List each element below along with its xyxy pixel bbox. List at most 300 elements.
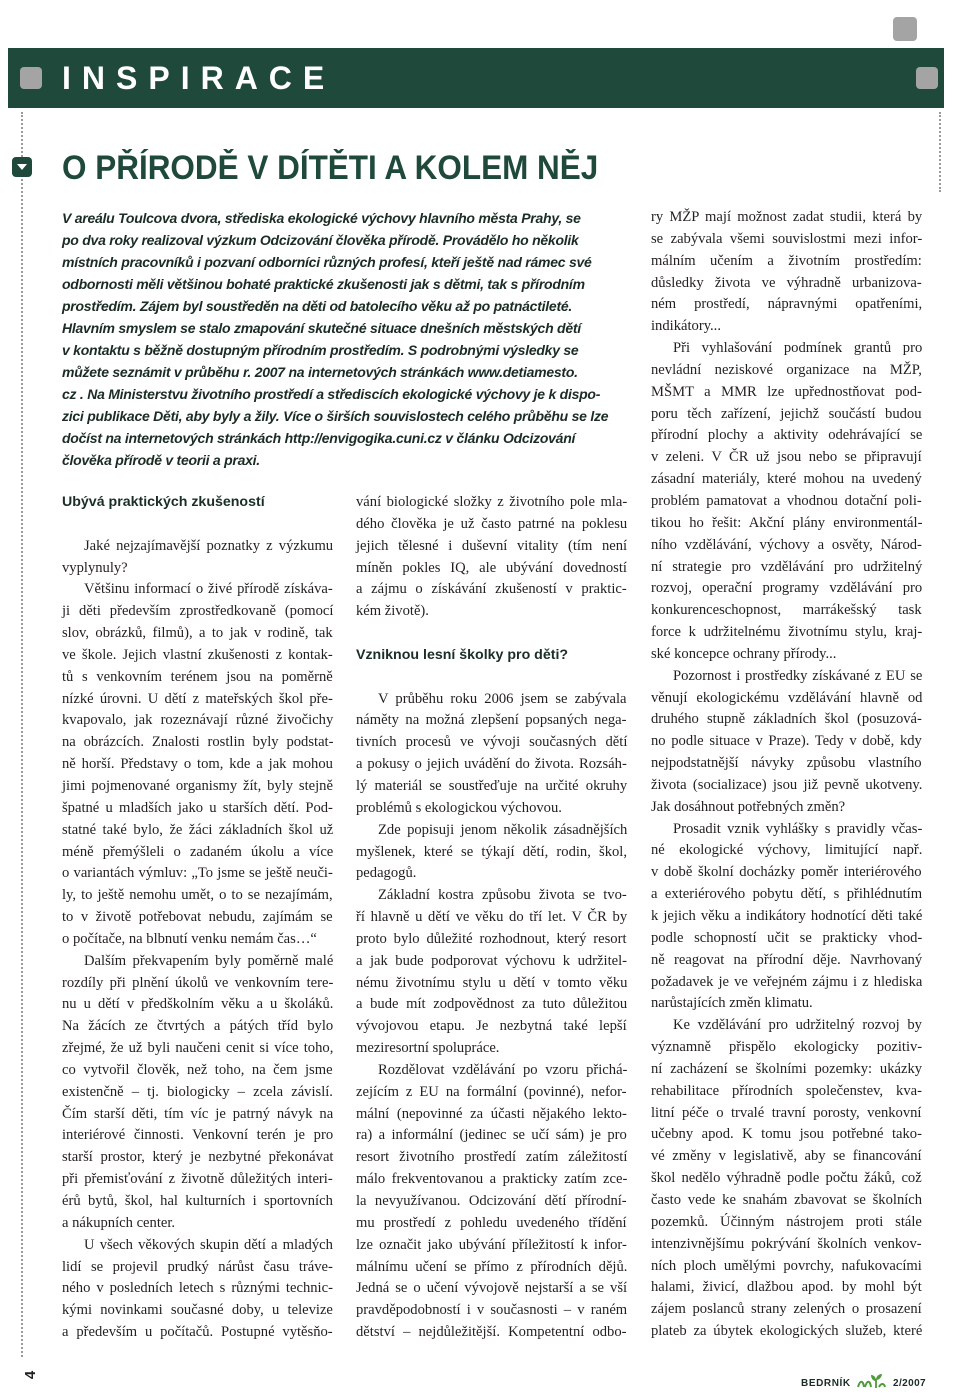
text-line: [356, 885, 627, 907]
text-line-content: co vytvořil člověk, než toho, na čem jsme: [62, 1061, 333, 1078]
text-line-content: a bude mít zodpovědnost za tuto důležitou: [356, 996, 628, 1013]
intro-line-text: člověka přírodě v teorii a praxi.: [62, 452, 260, 468]
text-line: [62, 1147, 333, 1169]
text-line: [651, 1059, 922, 1081]
text-line: [62, 579, 333, 601]
text-line-content: ně reagovat na přírodní děje. Navrhovaný: [651, 951, 923, 968]
text-line: [651, 622, 922, 644]
text-line-content: nevládní neziskové organizace na MŽP,: [651, 361, 922, 378]
text-line: [62, 1278, 333, 1300]
text-line: [356, 1104, 627, 1126]
text-line-content: málnímu učení se přímo z přírodních dějů.: [356, 1258, 628, 1275]
text-line-content: Jaké nejzajímavější poznatky z výzkumu: [84, 537, 334, 554]
text-line-content: ly, to ještě nemohu umět, o to se nezajímám,: [62, 887, 333, 904]
text-line: [651, 207, 922, 229]
text-line: [62, 1322, 333, 1344]
text-line-content: dětství – nejdůležitější. Kompetentní odbo-: [356, 1324, 627, 1341]
text-line-content: vývojovou etapu. Je nezbytná také lepší: [356, 1018, 627, 1035]
paragraph: [62, 951, 333, 1235]
text-line: [651, 972, 922, 994]
text-line-content: při přemisťování z životně důležitých interi-: [62, 1171, 333, 1188]
text-line: [651, 906, 922, 928]
intro-line-text: v kontaktu s běžně dostupným přírodním prostředím. S podrobnými výsledky se: [62, 342, 579, 358]
text-line: [62, 820, 333, 842]
text-line-content: míněn pokles IQ, ale ubývání dovedností: [356, 559, 627, 576]
text-line-content: kvapovalo, jak rozeznávají různé živočichy: [62, 712, 334, 729]
text-line-content: lidí se projevil prudký nárůst času tráve-: [62, 1258, 333, 1275]
text-line: [356, 820, 627, 842]
text-line: [356, 492, 627, 514]
text-line: [651, 950, 922, 972]
text-line: [651, 709, 922, 731]
text-line: [62, 689, 333, 711]
text-line-content: nízké úrovni. U dětí z mateřských škol pře-: [62, 690, 333, 707]
text-line: [62, 645, 333, 667]
issue-number: 2/2007: [893, 1378, 926, 1389]
text-line-content: a pokusy o jejich uvádění do života. Rozsáh-: [356, 756, 627, 773]
text-line-content: starší prostor, který je nezbytné překonávat: [62, 1149, 334, 1166]
intro-line: [62, 405, 620, 427]
text-line-content: Základní kostra způsobu života se tvo-: [378, 887, 627, 904]
text-column-3: [651, 207, 922, 1343]
text-line-content: problém pamatovat a vhodnou dotační poli-: [651, 492, 922, 509]
text-line-content: resort životního prostředí zatím záležitostí: [356, 1149, 628, 1166]
text-line-content: lý materiál se soustřeďuje na určité okruhy: [356, 777, 628, 794]
text-line-content: ního vzdělávání, výchovy a osvěty, Národ-: [651, 536, 922, 553]
column-heading-text: Vzniknou lesní školky pro děti?: [356, 646, 569, 663]
intro-line: [62, 207, 620, 229]
text-line: [651, 316, 922, 338]
text-line: [651, 469, 922, 491]
text-line-content: ně horší. Představy o tom, kde a jak mohou: [62, 756, 333, 773]
text-line-content: zásadní materiály, které mohou na uvedený: [651, 471, 922, 488]
text-line: [651, 862, 922, 884]
text-line: [356, 929, 627, 951]
text-line-content: dého člověka je už často patrné na poklesu: [356, 515, 628, 532]
text-line-content: věnují ekologickému vzdělávání hlavně od: [651, 689, 923, 706]
text-line-content: jimi pojmenované organismy žít, byly stejně: [62, 777, 333, 794]
paragraph: [356, 1060, 627, 1344]
text-line-content: proto bylo důležité rozhodnout, který resort: [356, 930, 627, 947]
article-intro: [62, 207, 620, 471]
text-line-content: ve škole. Jejich vlastní zkušenosti z kontak-: [62, 646, 333, 663]
text-line: [356, 1322, 627, 1344]
text-line: [62, 536, 333, 558]
text-line: [651, 1037, 922, 1059]
text-line: [651, 1234, 922, 1256]
paragraph: [356, 820, 627, 886]
text-line: [62, 1038, 333, 1060]
text-line-content: ské koncepce ochrany přírody...: [651, 645, 837, 662]
text-line-content: života (socializace) jsou již pevně ukotveny.: [651, 776, 923, 793]
text-line: [651, 1277, 922, 1299]
text-line: [356, 732, 627, 754]
text-line: [356, 1169, 627, 1191]
text-line-content: Rozdělovat vzdělávání po vzoru přichá-: [378, 1061, 628, 1078]
text-line-content: tikou ho řešit: Akční plány environmentál-: [651, 514, 923, 531]
text-line-content: V průběhu roku 2006 jsem se zabývala: [378, 690, 627, 707]
intro-line: [62, 427, 620, 449]
text-line: [356, 1016, 627, 1038]
paragraph: [356, 885, 627, 1060]
text-line-content: halami, živicí, dlažbou apod. by mohl být: [651, 1279, 922, 1296]
paragraph: [62, 1235, 333, 1344]
section-label: INSPIRACE: [62, 60, 336, 96]
text-line-content: pozemků. Účinným nástrojem proti stále: [651, 1213, 922, 1230]
text-line: [356, 907, 627, 929]
text-line: [651, 425, 922, 447]
text-line-content: Čím starší děti, tím víc je patrný návyk na: [62, 1105, 334, 1122]
text-line-content: o počítače, na blbnutí venku nemám čas…“: [62, 930, 317, 947]
text-line-content: tivních procesů ve vývoji současných dětí: [356, 734, 628, 751]
text-line-content: a exteriérového pobytu dětí, s přihlédnutím: [651, 886, 923, 903]
text-line: [651, 1103, 922, 1125]
text-line-content: lze označit jako ubývání příležitostí k infor-: [356, 1236, 627, 1253]
text-line: [62, 601, 333, 623]
text-line-content: nejpodstatnější návyky způsobu vlastního: [651, 755, 922, 772]
intro-line: [62, 295, 620, 317]
text-line-content: málním učením a životním prostředím:: [651, 252, 922, 269]
text-line-content: érů bytů, škol, hal kulturních i sportovních: [62, 1193, 333, 1209]
text-line-content: důsledky života ve výhradně urbanizova-: [651, 274, 922, 291]
text-line-content: meziresortní spolupráce.: [356, 1040, 500, 1057]
text-line-content: přírodní plochy a aktivity odehrávající se: [651, 427, 923, 444]
magazine-name: BEDRNÍK: [801, 1378, 851, 1389]
text-column-1: [62, 492, 333, 1344]
text-line-content: mu prostředí z pohledu uvedeného třídění: [356, 1214, 627, 1231]
text-line: [62, 1082, 333, 1104]
text-line-content: ném prostředí, nápravnými opatřeními,: [651, 296, 923, 313]
text-line: [62, 994, 333, 1016]
text-line-content: nému životnímu stylu u dětí v tomto věku: [356, 974, 628, 991]
text-line: [62, 732, 333, 754]
text-line: [651, 404, 922, 426]
text-line: [62, 1060, 333, 1082]
text-line: [651, 731, 922, 753]
text-line: [62, 558, 333, 580]
bedrnik-logo-icon: [855, 1372, 887, 1390]
text-line-content: Na žácích ze čtvrtých a pátých tříd bylo: [62, 1018, 334, 1035]
text-line: [62, 842, 333, 864]
text-line: [62, 885, 333, 907]
text-line: [651, 753, 922, 775]
text-line: [356, 1257, 627, 1279]
text-line-content: Prosadit vznik vyhlášky s pravidly včas-: [673, 820, 923, 837]
text-line-content: to v životě potřebovat nebudu, zajímám se: [62, 909, 333, 926]
intro-line: [62, 317, 620, 339]
text-line: [356, 754, 627, 776]
text-line-content: narůstajících změn klimatu.: [651, 995, 813, 1012]
text-line: [651, 1081, 922, 1103]
text-line: [651, 294, 922, 316]
paragraph: [651, 207, 922, 338]
text-line-content: škol nedělo výhradně podle počtu žáků, což: [651, 1170, 922, 1187]
intro-line-text: místních pracovníků i pozvaní odborníci různých profesí, kteří ještě nad rámec své: [62, 254, 592, 270]
paragraph: [651, 666, 922, 819]
text-line: [356, 994, 627, 1016]
text-line-content: Zde popisuji jenom několik zásadnějších: [378, 821, 628, 838]
text-line: [651, 1299, 922, 1321]
text-line-content: indikátory...: [651, 318, 721, 335]
text-line-content: a především u počítačů. Postupné vytěsňo-: [62, 1324, 333, 1341]
text-line: [651, 360, 922, 382]
text-line-content: se zabývala všemi souvislostmi mezi infor-: [651, 230, 923, 247]
text-line-content: rozdíly při plnění úkolů ve venkovním tere-: [62, 974, 334, 991]
text-line-content: jejich tělesné i duševní vitality (tím není: [356, 537, 628, 554]
text-line-content: a jak bude podporovat výchovu k udržitel-: [356, 952, 628, 969]
intro-line: [62, 339, 620, 361]
text-line: [356, 951, 627, 973]
bar-square-decoration: [20, 67, 42, 89]
text-line: [651, 382, 922, 404]
text-line: [356, 1147, 627, 1169]
text-line-content: náměty na možná zlepšení popsaných nega-: [356, 712, 627, 729]
paragraph: [62, 536, 333, 580]
text-line-content: existenčně – tj. biologicky – zcela závislí.: [62, 1083, 333, 1100]
article-title: [62, 148, 598, 188]
text-line-content: pravděpodobností i v současnosti – v raném: [356, 1302, 628, 1319]
text-column-2: [356, 492, 627, 1344]
text-line-content: rozvoj, operační programy vzdělávání pro: [651, 580, 923, 597]
text-line: [651, 775, 922, 797]
text-line-content: pedagogů.: [356, 865, 417, 882]
text-line: [356, 1235, 627, 1257]
text-line: [651, 993, 922, 1015]
text-line: [62, 1257, 333, 1279]
intro-line: [62, 229, 620, 251]
text-line: [651, 1256, 922, 1278]
text-line: [651, 491, 922, 513]
text-line: [651, 1321, 922, 1343]
intro-line-text: cz . Na Ministerstvu životního prostředí a střediscích ekologické výchovy je k dispo-: [62, 386, 601, 402]
text-line-content: ra) a informální (jedinec se učí sám) je pro: [356, 1127, 627, 1144]
text-line: [651, 513, 922, 535]
text-line: [356, 689, 627, 711]
text-line: [356, 1278, 627, 1300]
text-line: [651, 797, 922, 819]
text-line-content: v zeleni. V ČR už jsou nebo se připravují: [651, 449, 922, 466]
text-line-content: poru těch zařízení, jejichž součástí budou: [651, 405, 922, 422]
intro-line: [62, 383, 620, 405]
text-line: [356, 1125, 627, 1147]
text-line-content: Ke vzdělávání pro udržitelný rozvoj by: [673, 1017, 922, 1034]
text-line: [62, 863, 333, 885]
text-line-content: požadavek je ve veřejném zájmu i z hlediska: [651, 973, 923, 990]
text-line: [62, 1213, 333, 1235]
text-line-content: o variantách výmluv: „To jsme se ještě neuči-: [62, 865, 333, 882]
intro-line-text: odbornosti měli většinou bohaté praktické zkušenosti jak s dětmi, tak s přírodním: [62, 276, 585, 292]
text-line: [356, 1191, 627, 1213]
text-line-content: Jak dosáhnout potřebných změn?: [651, 798, 846, 815]
text-line: [356, 973, 627, 995]
text-line-content: ních ploch umělými povrchy, nafukovacími: [651, 1257, 922, 1274]
text-line: [62, 623, 333, 645]
intro-line-text: V areálu Toulcova dvora, střediska ekologické výchovy hlavního města Prahy, se: [62, 210, 581, 226]
text-line-content: vání biologické složky z životního pole mla-: [356, 494, 628, 510]
text-line: [62, 1125, 333, 1147]
text-line-content: Dalším překvapením byly poměrně malé: [84, 952, 334, 969]
text-line-content: intenzivnějšímu pokrývání školních venkov-: [651, 1235, 922, 1252]
intro-line-text: po dva roky realizoval výzkum Odcizování člověka přírodě. Provádělo ho několik: [62, 232, 579, 248]
text-line-content: Pozornost i prostředky získávané z EU se: [673, 667, 923, 684]
text-line-content: Většinu informací o živé přírodě získáva-: [84, 581, 333, 598]
intro-line-text: prostředím. Zájem byl soustředěn na děti od batolecího věku až po patnáctileté.: [62, 298, 573, 314]
text-line: [651, 840, 922, 862]
text-line: [356, 1300, 627, 1322]
text-line-content: kém životě).: [356, 603, 429, 620]
text-line: [651, 1146, 922, 1168]
text-line-content: litní péče o trvalé travní porosty, venkovní: [651, 1104, 922, 1121]
column-heading: [356, 645, 627, 667]
text-line-content: podle schopností učit se prakticky vhod-: [651, 929, 923, 946]
text-line-content: často vede ke snahám zbavovat se školních: [651, 1191, 923, 1208]
text-line-content: k jejich věku a indikátory hodnotící děti také: [651, 908, 923, 924]
text-line-content: kými novinkami současné doby, u televize: [62, 1302, 333, 1319]
text-line: [651, 1168, 922, 1190]
intro-line: [62, 361, 620, 383]
text-line: [356, 1213, 627, 1235]
text-line-content: plateb za úbytek ekologických služeb, které: [651, 1323, 923, 1340]
text-line: [356, 1082, 627, 1104]
text-line: [651, 557, 922, 579]
paragraph: [356, 689, 627, 820]
text-line-content: rehabilitace přírodních společenstev, kva-: [651, 1082, 922, 1099]
text-line-content: problémů s ekologickou výchovou.: [356, 799, 562, 816]
text-line-content: ní zacházení se školními pozemky: ukázky: [651, 1060, 923, 1077]
text-line-content: force k udržitelnému životnímu stylu, kraj-: [651, 624, 923, 641]
text-line: [62, 710, 333, 732]
text-line: [62, 754, 333, 776]
section-header-bar: [8, 48, 944, 108]
text-line: [651, 338, 922, 360]
text-line-content: zejícím z EU na formální (povinné), nefor-: [356, 1083, 627, 1100]
text-line-content: Při vyhlašování podmínek grantů pro: [673, 340, 923, 357]
text-line-content: statné také bylo, že žáci základních škol už: [62, 821, 334, 838]
text-line-content: ného v posledních letech s různými technic-: [62, 1280, 333, 1297]
text-line: [62, 907, 333, 929]
text-line: [62, 973, 333, 995]
text-line: [62, 776, 333, 798]
intro-line: [62, 449, 620, 471]
dotted-rule: [21, 112, 23, 1357]
text-line-content: slov, obrázků, filmů), a to jak v rodině, tak: [62, 625, 333, 642]
text-line-content: významně přispělo ekologicky pozitiv-: [651, 1039, 923, 1056]
text-line: [651, 251, 922, 273]
text-line-content: myšlenek, které se týkají dětí, rodin, škol,: [356, 843, 627, 860]
text-line-content: málo frekventovanou a prakticky zatím zce-: [356, 1171, 628, 1188]
paragraph: [356, 492, 627, 623]
text-line-content: mální (nepovinné za účasti nějakého lekto-: [356, 1105, 627, 1122]
text-line: [356, 1060, 627, 1082]
text-line-content: zájem poslanců strany zelených o prosazení: [651, 1301, 922, 1318]
text-line-content: nu u dětí v předškolním věku a u školáků.: [62, 996, 334, 1013]
text-line: [356, 863, 627, 885]
text-line-content: ry MŽP mají možnost zadat studii, která by: [651, 209, 923, 225]
text-line-content: a nákupních center.: [62, 1214, 176, 1231]
text-line-content: učebny apod. K tomu jsou potřebné tako-: [651, 1126, 922, 1143]
text-line: [356, 558, 627, 580]
text-line-content: la nevyužívanou. Odcizování dětí přírodní-: [356, 1193, 627, 1209]
text-line: [356, 536, 627, 558]
text-line: [62, 798, 333, 820]
text-line-content: MŠMT a MMR lze upřednostňovat pod-: [651, 383, 922, 400]
text-line: [651, 1190, 922, 1212]
chevron-down-icon: [12, 157, 32, 177]
text-line: [651, 1124, 922, 1146]
dotted-rule: [939, 112, 941, 192]
text-line-content: tů s venkovním terénem jsou na poměrně: [62, 668, 333, 685]
text-line: [62, 667, 333, 689]
text-line-content: vyplynuly?: [62, 559, 128, 576]
text-line: [651, 819, 922, 841]
text-line: [651, 1015, 922, 1037]
text-line: [62, 1104, 333, 1126]
corner-square-decoration: [893, 17, 917, 41]
text-line-content: méně přemýšleli o zadaném úkolu a více: [62, 843, 334, 860]
text-line-content: a zájmu o získávání zkušeností v praktic-: [356, 581, 627, 598]
text-line: [62, 1169, 333, 1191]
text-line-content: konkurenceschopnost, marrákešský task: [651, 602, 922, 619]
text-line-content: ří hlavně u dětí ve věku do tří let. V ČR by: [356, 909, 628, 926]
text-line: [651, 688, 922, 710]
text-line-content: U všech věkových skupin dětí a mladých: [84, 1236, 333, 1253]
text-line-content: interiérové činnosti. Venkovní terén je pro: [62, 1127, 334, 1144]
text-line: [356, 601, 627, 623]
text-line: [651, 666, 922, 688]
text-line: [651, 1212, 922, 1234]
bar-square-decoration: [916, 67, 938, 89]
text-line-content: druhého stupně základních škol (posuzová-: [651, 711, 922, 728]
paragraph: [62, 579, 333, 950]
text-line-content: ní strategie pro vzdělávání pro udržitelný: [651, 558, 923, 575]
text-line: [651, 884, 922, 906]
text-line: [356, 579, 627, 601]
text-line: [651, 535, 922, 557]
intro-line-text: Hlavním smyslem se stalo zmapování skutečné situace dnešních městských dětí: [62, 320, 581, 336]
text-line: [62, 929, 333, 951]
text-line: [62, 1016, 333, 1038]
text-line-content: zřejmé, že už byli naučeni cenit si více toho,: [62, 1040, 334, 1057]
text-line: [356, 514, 627, 536]
text-line-content: né ekologické výchovy, limitující např.: [651, 842, 923, 859]
text-line-content: no podle situace v Praze). Tedy v době, kdy: [651, 733, 922, 750]
text-line: [356, 798, 627, 820]
intro-line: [62, 273, 620, 295]
text-line: [651, 229, 922, 251]
text-line: [356, 776, 627, 798]
text-line-content: v době školní docházky poměr interiérového: [651, 864, 922, 881]
text-line: [356, 710, 627, 732]
text-line-content: špatné u mladších jako u starších dětí. Pod-: [62, 799, 333, 816]
text-line: [651, 273, 922, 295]
text-line: [62, 1300, 333, 1322]
article-title-text: O PŘÍRODĚ V DÍTĚTI A KOLEM NĚJ: [62, 149, 599, 187]
text-line: [356, 1038, 627, 1060]
text-line: [651, 644, 922, 666]
text-line-content: Jedná se o učení vývojově nejstarší a se vší: [356, 1280, 628, 1297]
text-line: [651, 600, 922, 622]
text-line: [651, 928, 922, 950]
intro-line-text: dočíst na internetových stránkách http://envigogika.cuni.cz v článku Odcizování: [62, 430, 576, 446]
intro-line-text: můžete seznámit v průběhu r. 2007 na internetových stránkách www.detiamesto.: [62, 364, 578, 380]
column-heading-text: Ubývá praktických zkušeností: [62, 494, 265, 510]
text-line: [651, 447, 922, 469]
text-line: [651, 578, 922, 600]
page-number: 4: [22, 1370, 39, 1380]
text-line: [356, 842, 627, 864]
text-line: [62, 1191, 333, 1213]
text-line-content: vé změny v legislativě, aby se financování: [651, 1148, 922, 1165]
